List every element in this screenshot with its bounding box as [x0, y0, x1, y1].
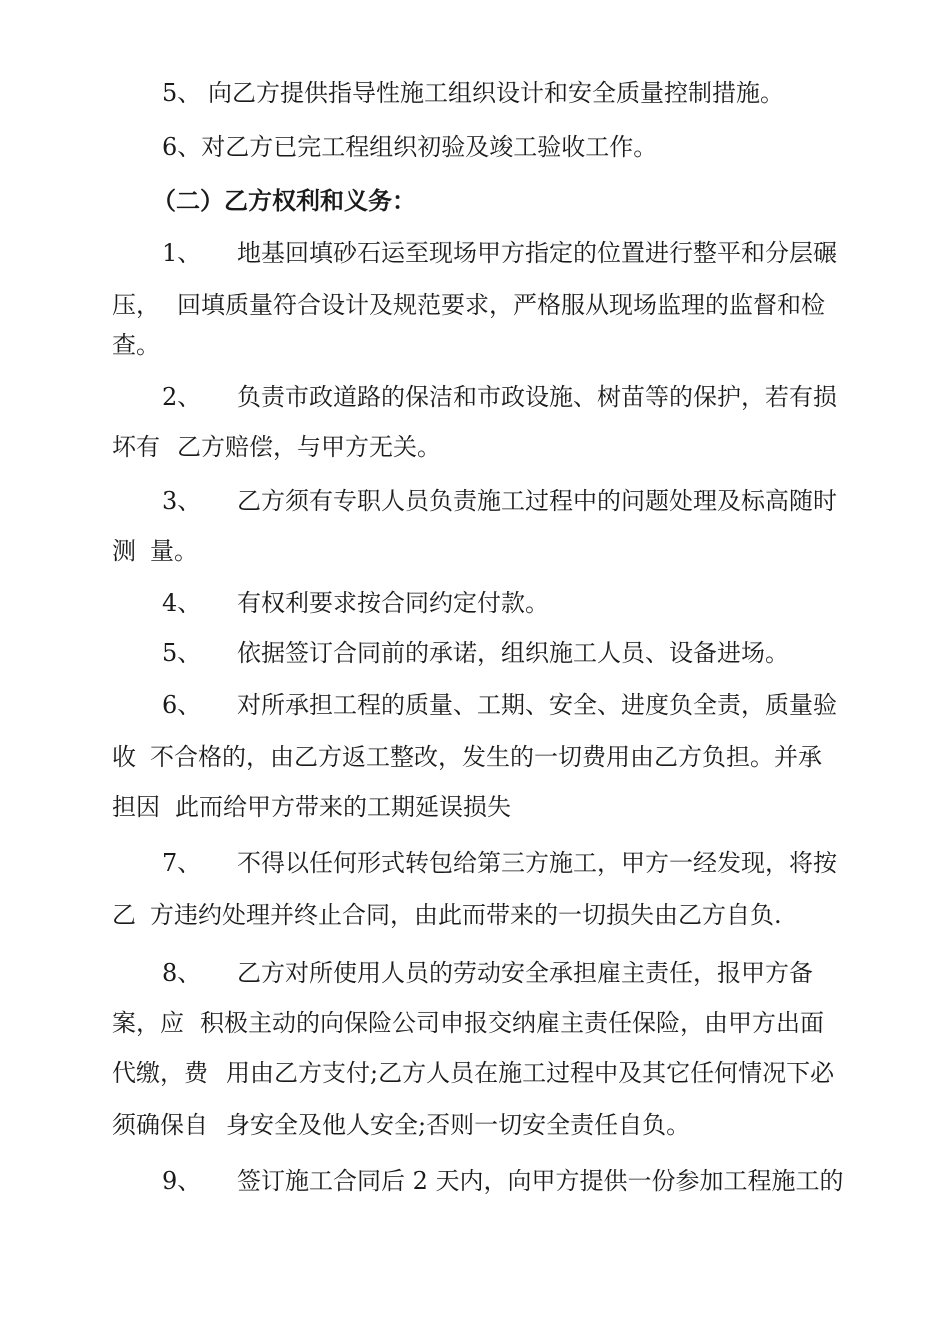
- paragraph-b8-line2: [0, 1006, 950, 1040]
- item-text: 方违约处理并终止合同，由此而带来的一切损失由乙方自负.: [150, 901, 782, 929]
- item-text: 查。: [112, 331, 160, 359]
- paragraph-b5: [0, 636, 950, 670]
- paragraph-a6: [0, 130, 950, 164]
- item-number: 9、: [162, 1167, 202, 1195]
- item-text: 案，应: [112, 1009, 184, 1037]
- paragraph-b9-line1: [0, 1164, 950, 1198]
- paragraph-b2-line1: [0, 380, 950, 414]
- paragraph-b6-line3: [0, 790, 950, 824]
- paragraph-b7-line1: [0, 846, 950, 880]
- item-number: 5、: [162, 639, 202, 667]
- item-number: 8、: [162, 959, 202, 987]
- paragraph-b3-line1: [0, 484, 950, 518]
- paragraph-a5: [0, 76, 950, 110]
- item-text: 须确保自: [112, 1111, 208, 1139]
- item-text: 地基回填砂石运至现场甲方指定的位置进行整平和分层碾: [237, 239, 837, 267]
- paragraph-b8-line1: [0, 956, 950, 990]
- item-text: 乙方对所使用人员的劳动安全承担雇主责任，报甲方备: [237, 959, 813, 987]
- section-heading-text: （二）乙方权利和义务：: [152, 186, 416, 215]
- paragraph-b3-line2: [0, 534, 950, 568]
- paragraph-b8-line3: [0, 1056, 950, 1090]
- item-text: 6、对乙方已完工程组织初验及竣工验收工作。: [162, 133, 658, 161]
- item-text: 不合格的，由乙方返工整改，发生的一切费用由乙方负担。并承: [150, 743, 822, 771]
- item-text: 乙: [112, 901, 136, 929]
- section-heading: [0, 184, 950, 218]
- item-text: 收: [112, 743, 136, 771]
- item-text: 坏有: [112, 433, 160, 461]
- paragraph-b7-line2: [0, 898, 950, 932]
- item-text: 量。: [150, 537, 198, 565]
- paragraph-b4: [0, 586, 950, 620]
- item-number: 7、: [162, 849, 202, 877]
- paragraph-b6-line1: [0, 688, 950, 722]
- item-text: 不得以任何形式转包给第三方施工，甲方一经发现，将按: [237, 849, 837, 877]
- item-text: 有权利要求按合同约定付款。: [237, 589, 549, 617]
- item-number: 2、: [162, 383, 202, 411]
- item-text: 用由乙方支付;乙方人员在施工过程中及其它任何情况下必: [226, 1059, 835, 1087]
- item-text: 测: [112, 537, 136, 565]
- paragraph-b6-line2: [0, 740, 950, 774]
- item-number: 1、: [162, 239, 202, 267]
- item-text: 担因: [112, 793, 160, 821]
- item-text: 签订施工合同后 2 天内，向甲方提供一份参加工程施工的: [237, 1167, 844, 1195]
- item-text: 负责市政道路的保洁和市政设施、树苗等的保护，若有损: [237, 383, 837, 411]
- item-text: 依据签订合同前的承诺，组织施工人员、设备进场。: [237, 639, 789, 667]
- item-text: 此而给甲方带来的工期延误损失: [175, 793, 511, 821]
- item-text: 对所承担工程的质量、工期、安全、进度负全责，质量验: [237, 691, 837, 719]
- item-text: 乙方赔偿，与甲方无关。: [177, 433, 441, 461]
- item-text: 向乙方提供指导性施工组织设计和安全质量控制措施。: [208, 79, 784, 107]
- item-text: 压，: [112, 291, 160, 319]
- paragraph-b2-line2: [0, 430, 950, 464]
- paragraph-b8-line4: [0, 1108, 950, 1142]
- item-text: 身安全及他人安全;否则一切安全责任自负。: [226, 1111, 691, 1139]
- item-text: 代缴，费: [112, 1059, 208, 1087]
- item-number: 5、: [162, 79, 202, 107]
- paragraph-b1-line1: [0, 236, 950, 270]
- item-number: 4、: [162, 589, 202, 617]
- paragraph-b1-line2: [0, 288, 950, 322]
- item-text: 积极主动的向保险公司申报交纳雇主责任保险，由甲方出面: [200, 1009, 824, 1037]
- item-text: 回填质量符合设计及规范要求，严格服从现场监理的监督和检: [177, 291, 825, 319]
- paragraph-b1-line3: [0, 328, 950, 362]
- item-number: 6、: [162, 691, 202, 719]
- item-number: 3、: [162, 487, 202, 515]
- item-text: 乙方须有专职人员负责施工过程中的问题处理及标高随时: [237, 487, 837, 515]
